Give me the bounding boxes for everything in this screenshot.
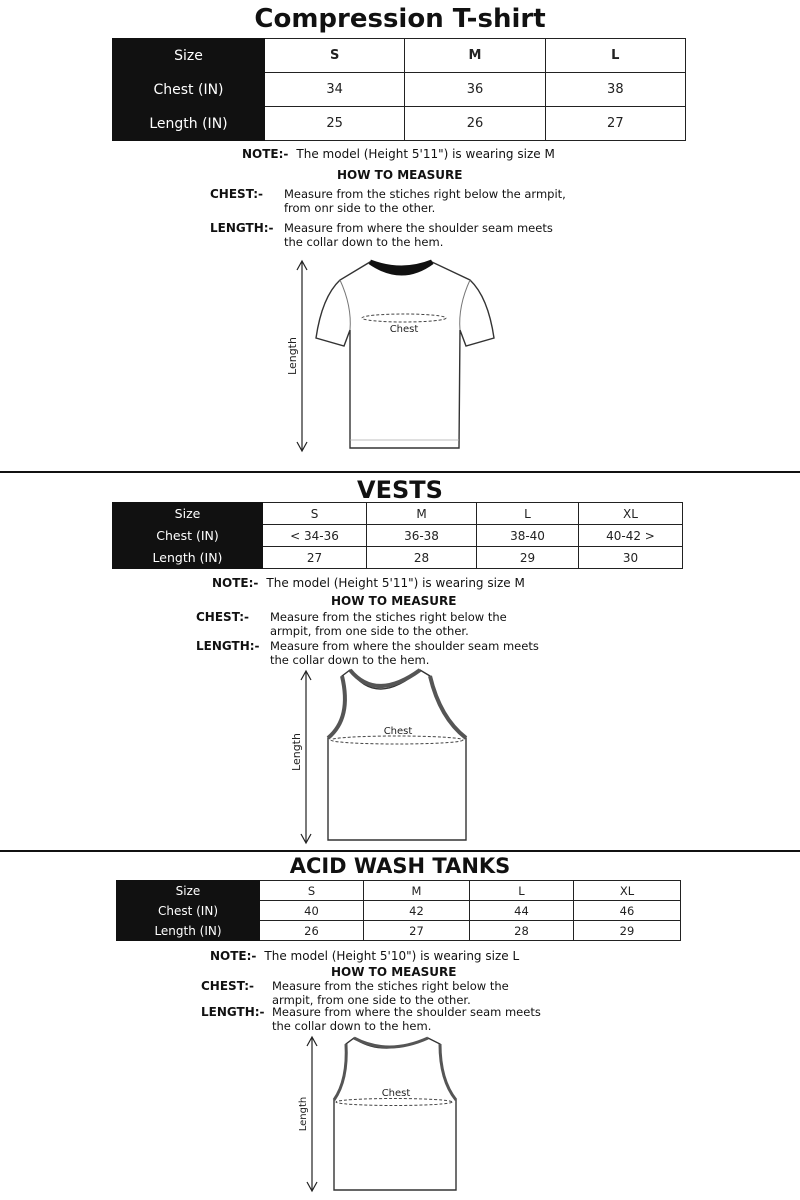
length-row-label: Length (IN) (113, 547, 263, 569)
size-m-cell: M (405, 39, 545, 73)
length-label: LENGTH:- (196, 639, 260, 653)
tank-diagram-icon (290, 1036, 480, 1196)
note-text: The model (Height 5'11") is wearing size M (296, 147, 555, 161)
vests-note (212, 576, 525, 590)
length-label: LENGTH:- (210, 221, 274, 235)
table-cell: 25 (265, 107, 405, 141)
table-cell: 28 (470, 921, 574, 941)
chest-text-line: armpit, from one side to the other. (270, 624, 469, 638)
length-label-diagram: Length (298, 1096, 309, 1132)
table-cell: 34 (265, 73, 405, 107)
table-row (113, 73, 686, 107)
section-divider (0, 471, 800, 473)
length-label-diagram: Length (286, 337, 299, 375)
table-cell: 30 (579, 547, 683, 569)
table-cell: 26 (405, 107, 545, 141)
table-cell: 27 (263, 547, 367, 569)
chest-instructions (272, 979, 509, 1007)
chest-text-line: Measure from the stiches right below the armpit, (284, 187, 566, 201)
table-cell: 27 (364, 921, 470, 941)
size-m-cell: M (367, 503, 477, 525)
size-xl-cell: XL (574, 881, 681, 901)
table-cell: 36-38 (367, 525, 477, 547)
length-instructions (270, 639, 539, 667)
table-cell: 40-42 > (579, 525, 683, 547)
chest-label-diagram: Chest (383, 726, 413, 737)
chest-text-line: Measure from the stiches right below the (272, 979, 509, 993)
table-cell: 38 (545, 73, 685, 107)
table-row (113, 547, 683, 569)
how-to-measure-heading: HOW TO MEASURE (331, 965, 457, 979)
chest-label-diagram: Chest (381, 1088, 411, 1099)
table-cell: 26 (260, 921, 364, 941)
length-text-line: Measure from where the shoulder seam meets (272, 1005, 541, 1019)
chest-instructions (270, 610, 507, 638)
chest-row-label: Chest (IN) (113, 525, 263, 547)
vest-outline-icon (328, 670, 466, 840)
table-cell: 28 (367, 547, 477, 569)
size-xl-cell: XL (579, 503, 683, 525)
table-cell: 29 (574, 921, 681, 941)
note-label: NOTE:- (210, 949, 257, 963)
length-row-label: Length (IN) (117, 921, 260, 941)
chest-row-label: Chest (IN) (113, 73, 265, 107)
table-row (113, 39, 686, 73)
vests-size-table (112, 502, 683, 569)
chest-row-label: Chest (IN) (117, 901, 260, 921)
tanks-section (0, 852, 800, 1200)
note-text: The model (Height 5'11") is wearing size M (266, 576, 525, 590)
size-l-cell: L (545, 39, 685, 73)
tshirt-note (242, 147, 555, 161)
size-s-cell: S (260, 881, 364, 901)
length-label: LENGTH:- (201, 1005, 265, 1019)
length-instructions (284, 221, 553, 249)
table-row (117, 901, 681, 921)
how-to-measure-heading: HOW TO MEASURE (337, 168, 463, 182)
size-l-cell: L (470, 881, 574, 901)
size-s-cell: S (265, 39, 405, 73)
tshirt-outline-icon (316, 262, 494, 448)
table-row (113, 503, 683, 525)
how-to-measure-heading: HOW TO MEASURE (331, 594, 457, 608)
table-cell: 38-40 (477, 525, 579, 547)
table-cell: 46 (574, 901, 681, 921)
tshirt-section (0, 0, 800, 472)
size-header-cell: Size (113, 503, 263, 525)
size-header-cell: Size (117, 881, 260, 901)
vest-diagram-icon (280, 668, 490, 848)
table-cell: 40 (260, 901, 364, 921)
table-row (117, 881, 681, 901)
chest-instructions (284, 187, 566, 215)
table-row (113, 525, 683, 547)
table-cell: 36 (405, 73, 545, 107)
tanks-size-table (116, 880, 681, 941)
size-m-cell: M (364, 881, 470, 901)
size-s-cell: S (263, 503, 367, 525)
size-l-cell: L (477, 503, 579, 525)
table-row (117, 921, 681, 941)
length-text-line: Measure from where the shoulder seam meets (270, 639, 539, 653)
length-label-diagram: Length (290, 733, 303, 771)
chest-text-line: armpit, from one side to the other. (272, 993, 471, 1007)
chest-text-line: from onr side to the other. (284, 201, 436, 215)
tshirt-title: Compression T-shirt (254, 4, 546, 34)
table-cell: < 34-36 (263, 525, 367, 547)
tshirt-size-table (112, 38, 686, 141)
length-instructions (272, 1005, 541, 1033)
note-label: NOTE:- (242, 147, 289, 161)
table-cell: 27 (545, 107, 685, 141)
chest-label: CHEST:- (210, 187, 263, 201)
chest-label: CHEST:- (201, 979, 254, 993)
length-text-line: the collar down to the hem. (284, 235, 444, 249)
tank-outline-icon (334, 1038, 456, 1190)
note-label: NOTE:- (212, 576, 259, 590)
tanks-title: ACID WASH TANKS (289, 854, 511, 878)
table-cell: 44 (470, 901, 574, 921)
length-row-label: Length (IN) (113, 107, 265, 141)
size-header-cell: Size (113, 39, 265, 73)
length-text-line: the collar down to the hem. (272, 1019, 432, 1033)
chest-label-diagram: Chest (389, 324, 419, 335)
note-text: The model (Height 5'10") is wearing size L (264, 949, 520, 963)
table-cell: 29 (477, 547, 579, 569)
table-row (113, 107, 686, 141)
vests-title: VESTS (357, 476, 443, 504)
length-text-line: the collar down to the hem. (270, 653, 430, 667)
length-text-line: Measure from where the shoulder seam meets (284, 221, 553, 235)
chest-label: CHEST:- (196, 610, 249, 624)
vests-section (0, 474, 800, 850)
tanks-note (210, 949, 519, 963)
chest-text-line: Measure from the stiches right below the (270, 610, 507, 624)
table-cell: 42 (364, 901, 470, 921)
tshirt-diagram-icon (270, 252, 500, 462)
